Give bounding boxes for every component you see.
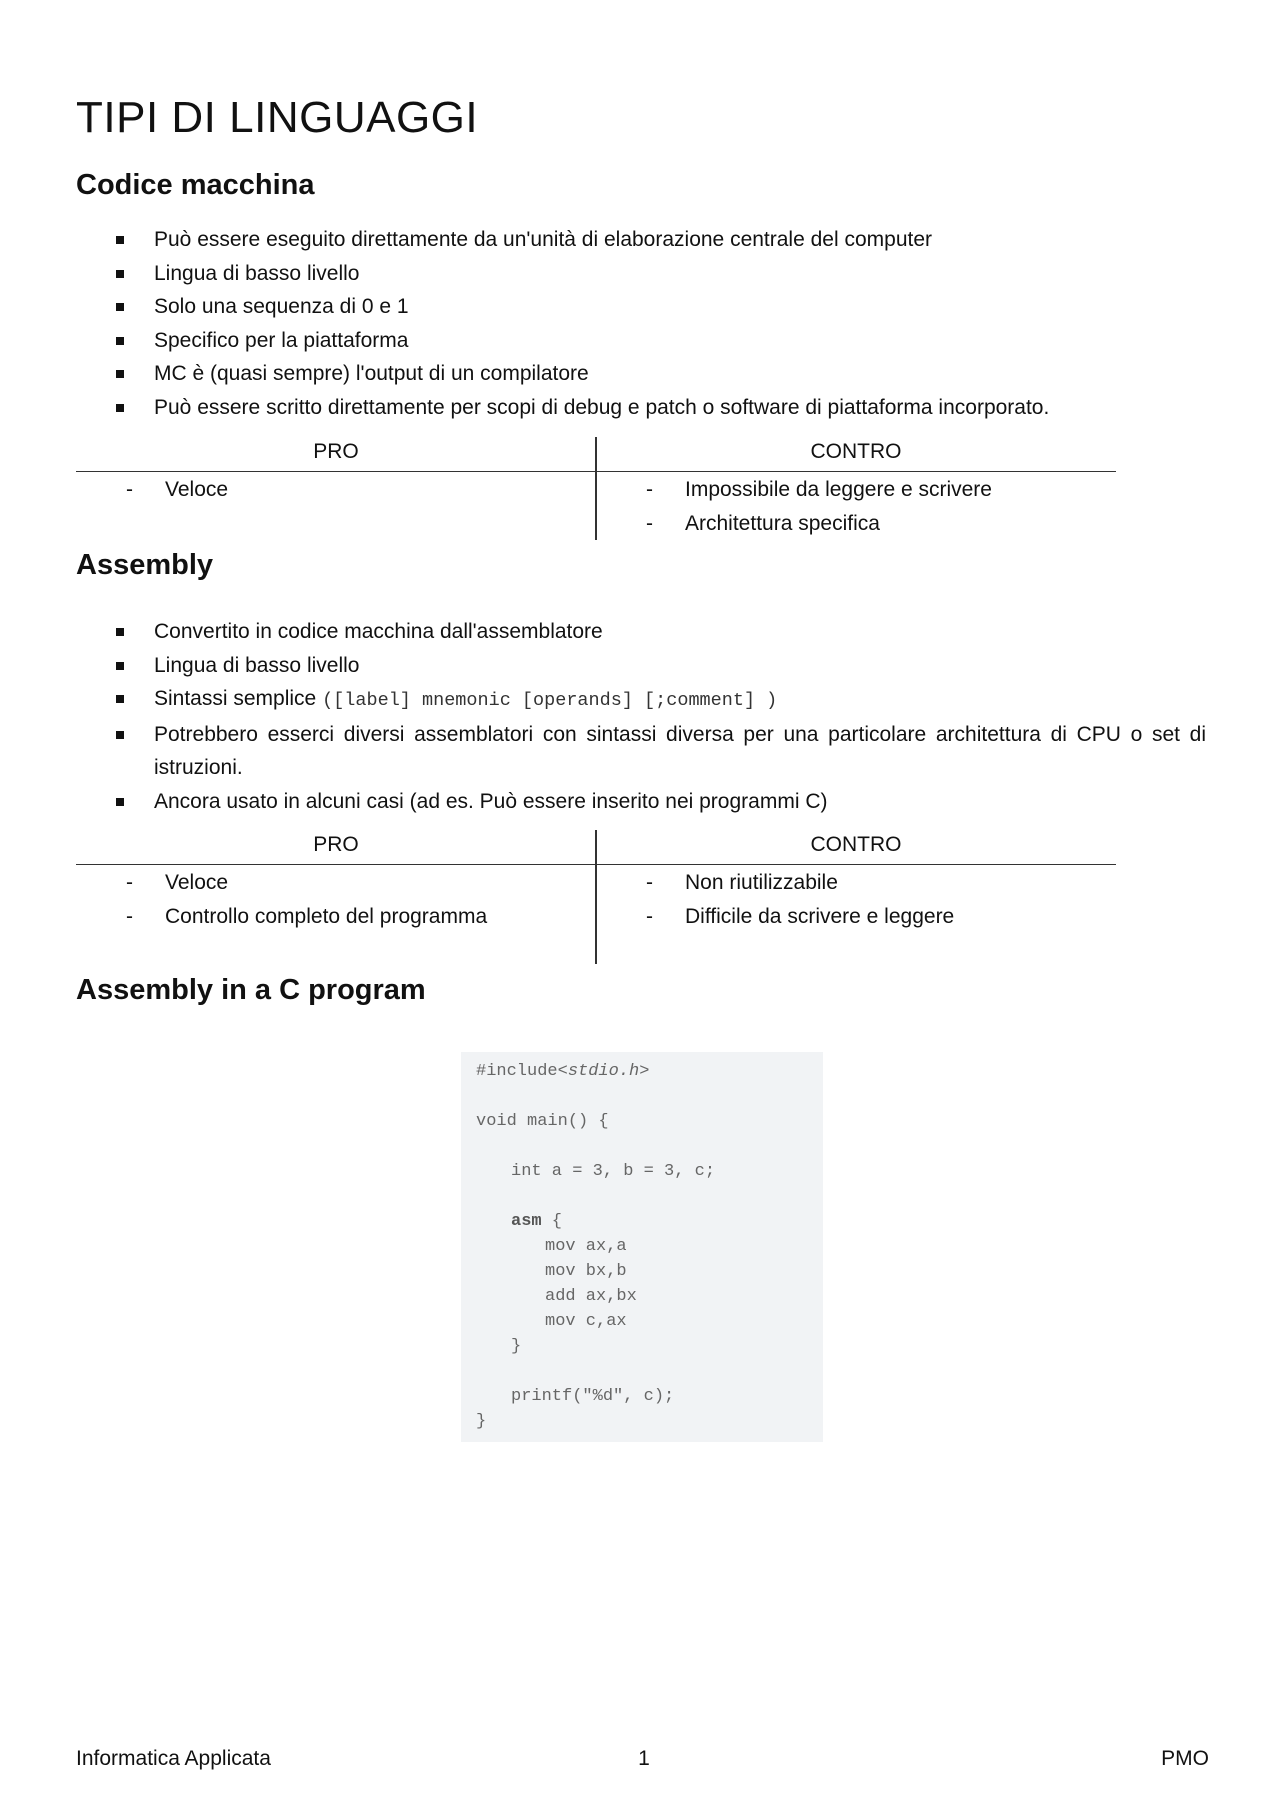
code-line: mov c,ax xyxy=(545,1312,627,1331)
list-item: Convertito in codice macchina dall'assemblatore xyxy=(76,615,1206,649)
pro-contro-table-assembly xyxy=(76,830,1116,964)
contro-header: CONTRO xyxy=(810,440,902,463)
pro-contro-table-codice-macchina xyxy=(76,437,1116,540)
list-item: MC è (quasi sempre) l'output di un compilatore xyxy=(76,357,1206,391)
code-line: } xyxy=(511,1337,522,1356)
list-item: Lingua di basso livello xyxy=(76,257,1206,291)
pro-item: - Controllo completo del programma xyxy=(126,904,488,928)
square-bullet-icon xyxy=(116,303,124,311)
page-number: 1 xyxy=(638,1747,650,1770)
contro-column xyxy=(596,866,1096,933)
square-bullet-icon xyxy=(116,662,124,670)
bullet-list-codice-macchina xyxy=(76,223,1206,424)
list-item: Può essere eseguito direttamente da un'unità di elaborazione centrale del computer xyxy=(76,223,1206,257)
bullet-list-assembly xyxy=(76,615,1206,818)
square-bullet-icon xyxy=(116,731,124,739)
code-line: mov bx,b xyxy=(545,1262,627,1281)
list-item: Sintassi semplice ([label] mnemonic [operands] [;comment] ) xyxy=(76,682,1206,718)
contro-item: - Non riutilizzabile xyxy=(646,871,838,894)
code-line: mov ax,a xyxy=(545,1237,627,1256)
list-item: Può essere scritto direttamente per scopi di debug e patch o software di piattaforma incorporato. xyxy=(76,391,1206,425)
section-heading-codice-macchina: Codice macchina xyxy=(76,169,315,201)
pro-column xyxy=(76,473,576,507)
code-line: } xyxy=(476,1412,487,1431)
list-item: Potrebbero esserci diversi assemblatori con sintassi diversa per una particolare architettura di CPU o set di istruzioni. xyxy=(76,718,1206,785)
code-line: int a = 3, b = 3, c; xyxy=(511,1162,716,1181)
square-bullet-icon xyxy=(116,695,124,703)
footer-left: Informatica Applicata xyxy=(76,1747,271,1770)
contro-item: - Architettura specifica xyxy=(646,511,880,535)
section-heading-assembly: Assembly xyxy=(76,549,214,581)
code-line: add ax,bx xyxy=(545,1287,637,1306)
code-line: #include<stdio.h> xyxy=(476,1062,650,1081)
code-line: printf("%d", c); xyxy=(511,1387,675,1406)
code-image xyxy=(461,1052,823,1442)
list-item: Solo una sequenza di 0 e 1 xyxy=(76,290,1206,324)
square-bullet-icon xyxy=(116,628,124,636)
square-bullet-icon xyxy=(116,370,124,378)
contro-column xyxy=(596,473,1096,540)
pro-header: PRO xyxy=(313,833,359,856)
section-heading-assembly-c: Assembly in a C program xyxy=(76,974,426,1006)
list-item: Ancora usato in alcuni casi (ad es. Può essere inserito nei programmi C) xyxy=(76,785,1206,819)
code-line: asm { xyxy=(511,1212,563,1231)
square-bullet-icon xyxy=(116,337,124,345)
pro-item: - Veloce xyxy=(126,478,229,501)
contro-item: - Impossibile da leggere e scrivere xyxy=(646,478,992,501)
code-line: void main() { xyxy=(476,1112,609,1131)
footer-right: PMO xyxy=(1161,1747,1209,1770)
list-item: Lingua di basso livello xyxy=(76,649,1206,683)
contro-item: - Difficile da scrivere e leggere xyxy=(646,904,955,928)
pro-column xyxy=(76,866,576,933)
pro-header: PRO xyxy=(313,440,359,463)
list-item: Specifico per la piattaforma xyxy=(76,324,1206,358)
pro-item: - Veloce xyxy=(126,871,229,894)
square-bullet-icon xyxy=(116,270,124,278)
square-bullet-icon xyxy=(116,236,124,244)
square-bullet-icon xyxy=(116,404,124,412)
syntax-code: ([label] mnemonic [operands] [;comment] ) xyxy=(322,690,778,711)
page-title: TIPI DI LINGUAGGI xyxy=(76,93,479,142)
square-bullet-icon xyxy=(116,798,124,806)
contro-header: CONTRO xyxy=(810,833,902,856)
